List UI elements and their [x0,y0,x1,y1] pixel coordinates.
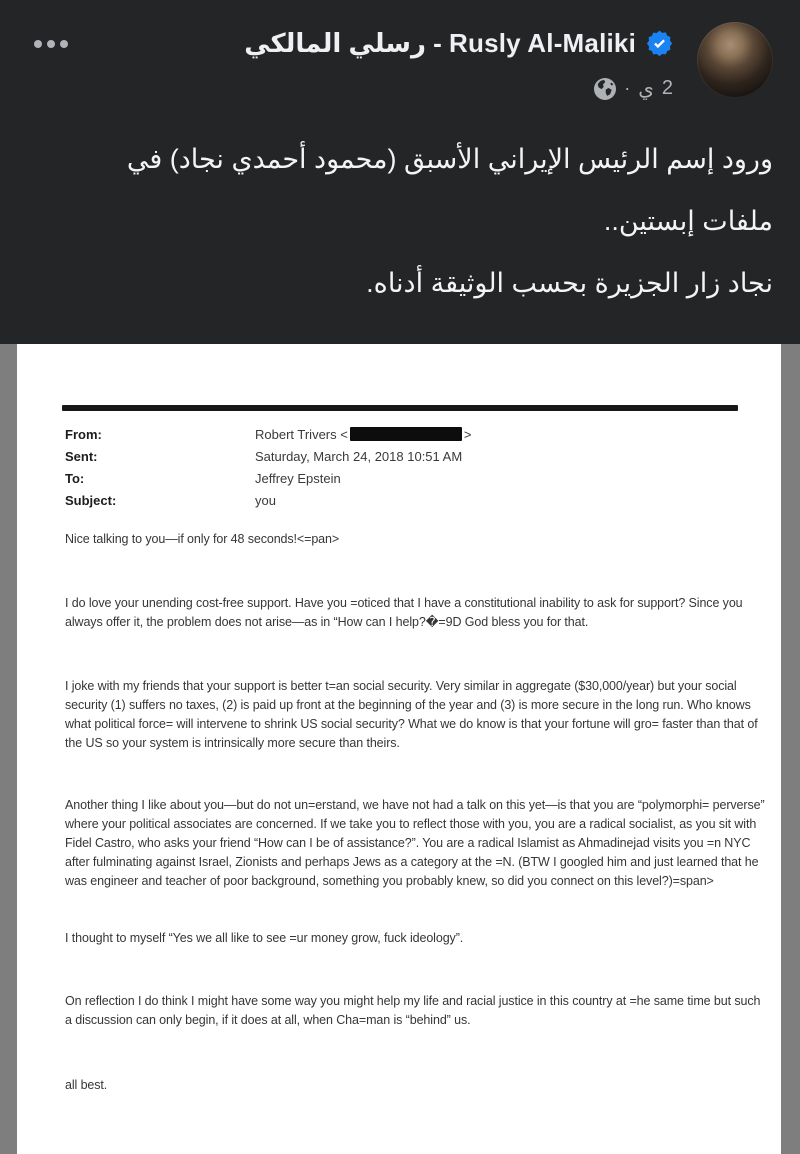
avatar[interactable] [697,22,773,98]
subject-label: Subject: [65,493,117,508]
to-label: To: [65,471,85,486]
from-value-prefix: Robert Trivers < [255,427,348,442]
email-from-row [65,424,781,446]
from-value-suffix: > [463,427,472,442]
timestamp-value: 2 [661,77,673,99]
post-text [30,128,773,314]
email-paragraph: On reflection I do think I might have some way you might help my life and racial justice in this country at =he same time but such a discussion can only begin, if it does at all, when Cha=man is “behind” us. [65,994,761,1027]
email-header [65,424,781,512]
redaction-box [350,427,462,441]
email-paragraph: Another thing I like about you—but do not un=erstand, we have not had a talk on this yet—is that you are “polymorphi= perverse” where your political associates are concerned. If we take you to reflect those with you, you are a radical socialist, as you sit with Fidel Castro, who asks your friend “How can I be of assistance?”. You are a radical Islamist as Ahmadinejad visits you =n NYC after fulminating against Israel, Zionists and perhaps Jews as a category at the =N. (BTW I googled him and just learned that he was engineer and teacher of poor background, something you probably knew, so did you connect on this level?)=span> [65,798,765,888]
globe-icon [594,78,616,100]
to-value: Jeffrey Epstein [255,471,341,486]
author-name[interactable]: رسلي المالكي - Rusly Al-Maliki [244,28,636,58]
timestamp-unit: ي [638,78,654,100]
email-paragraph: I joke with my friends that your support is better t=an social security. Very similar in aggregate ($30,000/year) but your social security (1) suffers no taxes, (2) is paid up front at the beginning of the year and (3) is more secure in the long run. Who knows what political force= will intervene to shrink US social security? What we do know is that your fortune will gro= faster than that of the US so your system is intrinsically more secure than theirs. [65,679,758,750]
ellipsis-icon [47,40,55,48]
sent-label: Sent: [65,449,98,464]
email-to-row [65,468,781,490]
post-meta[interactable] [594,76,673,101]
verified-badge-icon [646,30,673,57]
email-paragraph: I thought to myself “Yes we all like to see =ur money grow, fuck ideology”. [65,931,464,945]
from-value [255,424,471,446]
email-paragraph: Nice talking to you—if only for 48 seconds!<=pan> [65,532,340,546]
author-text-block [244,22,673,101]
email-signoff: all best. [65,1078,108,1092]
email-header-rule [62,405,738,411]
ellipsis-icon [60,40,68,48]
author-row [30,22,773,101]
post-options-button[interactable] [30,36,72,52]
from-label: From: [65,427,102,442]
meta-separator: · [624,78,631,98]
sent-value: Saturday, March 24, 2018 10:51 AM [255,449,463,464]
subject-value: you [255,493,276,508]
email-subject-row [65,490,781,512]
post-card-header [0,0,800,344]
post-text-line-3: نجاد زار الجزيرة بحسب الوثيقة أدناه. [366,268,773,298]
post-text-line-1: ورود إسم الرئيس الإيراني الأسبق (محمود أحمدي نجاد) في [126,144,773,174]
document-page [17,344,781,1154]
email-sent-row [65,446,781,468]
attached-document-image[interactable] [0,344,800,1154]
author-title-line [244,28,673,59]
post-text-line-2: ملفات إبستين.. [603,206,773,236]
ellipsis-icon [34,40,42,48]
email-paragraph: I do love your unending cost-free support. Have you =oticed that I have a constitutional inability to ask for support? Since you always offer it, the problem does not arise—as in “How can I help?�=9D God bless you for that. [65,596,743,629]
